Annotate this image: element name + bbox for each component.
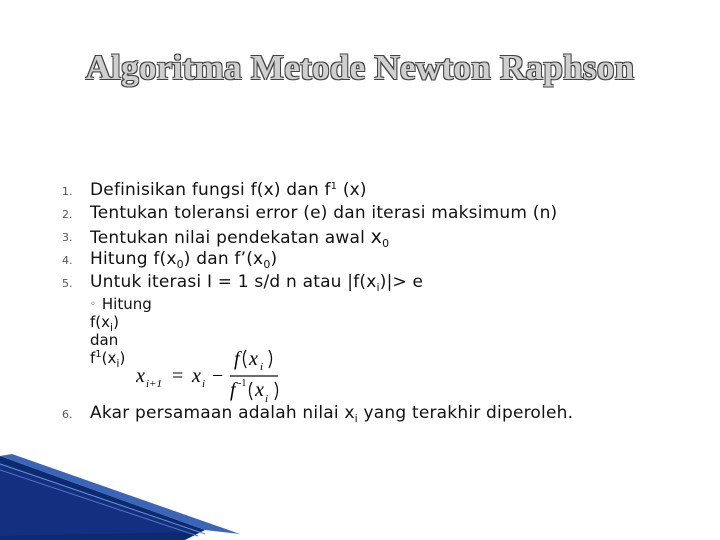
- step-text: Tentukan nilai pendekatan awal $x_0$: [90, 226, 390, 250]
- formula-lhs-sub: i+1: [146, 378, 162, 390]
- step-text: Hitung $f(x_0)$ dan $f’(x_0)$: [90, 249, 278, 271]
- step-number: 6.: [62, 408, 73, 421]
- step-number: 4.: [62, 254, 73, 267]
- formula-den-sub: i: [265, 393, 269, 404]
- step-number: 5.: [62, 277, 73, 290]
- step-number: 3.: [62, 231, 73, 244]
- step-text: Definisikan fungsi f(x) dan $f^1$ (x): [90, 180, 367, 200]
- step-number: 1.: [62, 185, 73, 198]
- step-text: Untuk iterasi I = 1 s/d n atau $|f(x_i)|> e$: [90, 272, 424, 294]
- formula-den-f: f: [230, 379, 236, 401]
- bullet-icon: ◦: [90, 299, 96, 310]
- formula-num-x: x: [249, 348, 258, 370]
- newton-raphson-formula: [136, 340, 306, 404]
- formula-den-sup: -1: [238, 378, 247, 389]
- formula-rhs-x: x: [192, 365, 201, 387]
- sub-list-item: ◦ Hitung $f(x_i)$ dan $f^1(x_i)$: [90, 295, 152, 370]
- step-text: Tentukan toleransi error (e) dan iterasi maksimum (n): [90, 203, 558, 223]
- slide-title: Algoritma Metode Newton Raphson: [85, 48, 635, 87]
- step-number: 2.: [62, 208, 73, 221]
- formula-num-f: f: [234, 348, 240, 370]
- formula-equals: =: [172, 365, 184, 387]
- formula-minus: −: [212, 365, 224, 387]
- formula-num-sub: i: [260, 361, 264, 373]
- formula-lhs: x: [136, 365, 145, 387]
- step-text: Akar persamaan adalah nilai $x_i$ yang terakhir diperoleh.: [90, 403, 574, 425]
- decorative-swoosh: [0, 450, 720, 540]
- formula-den-x: x: [255, 379, 264, 401]
- formula-rhs-sub: i: [202, 378, 206, 390]
